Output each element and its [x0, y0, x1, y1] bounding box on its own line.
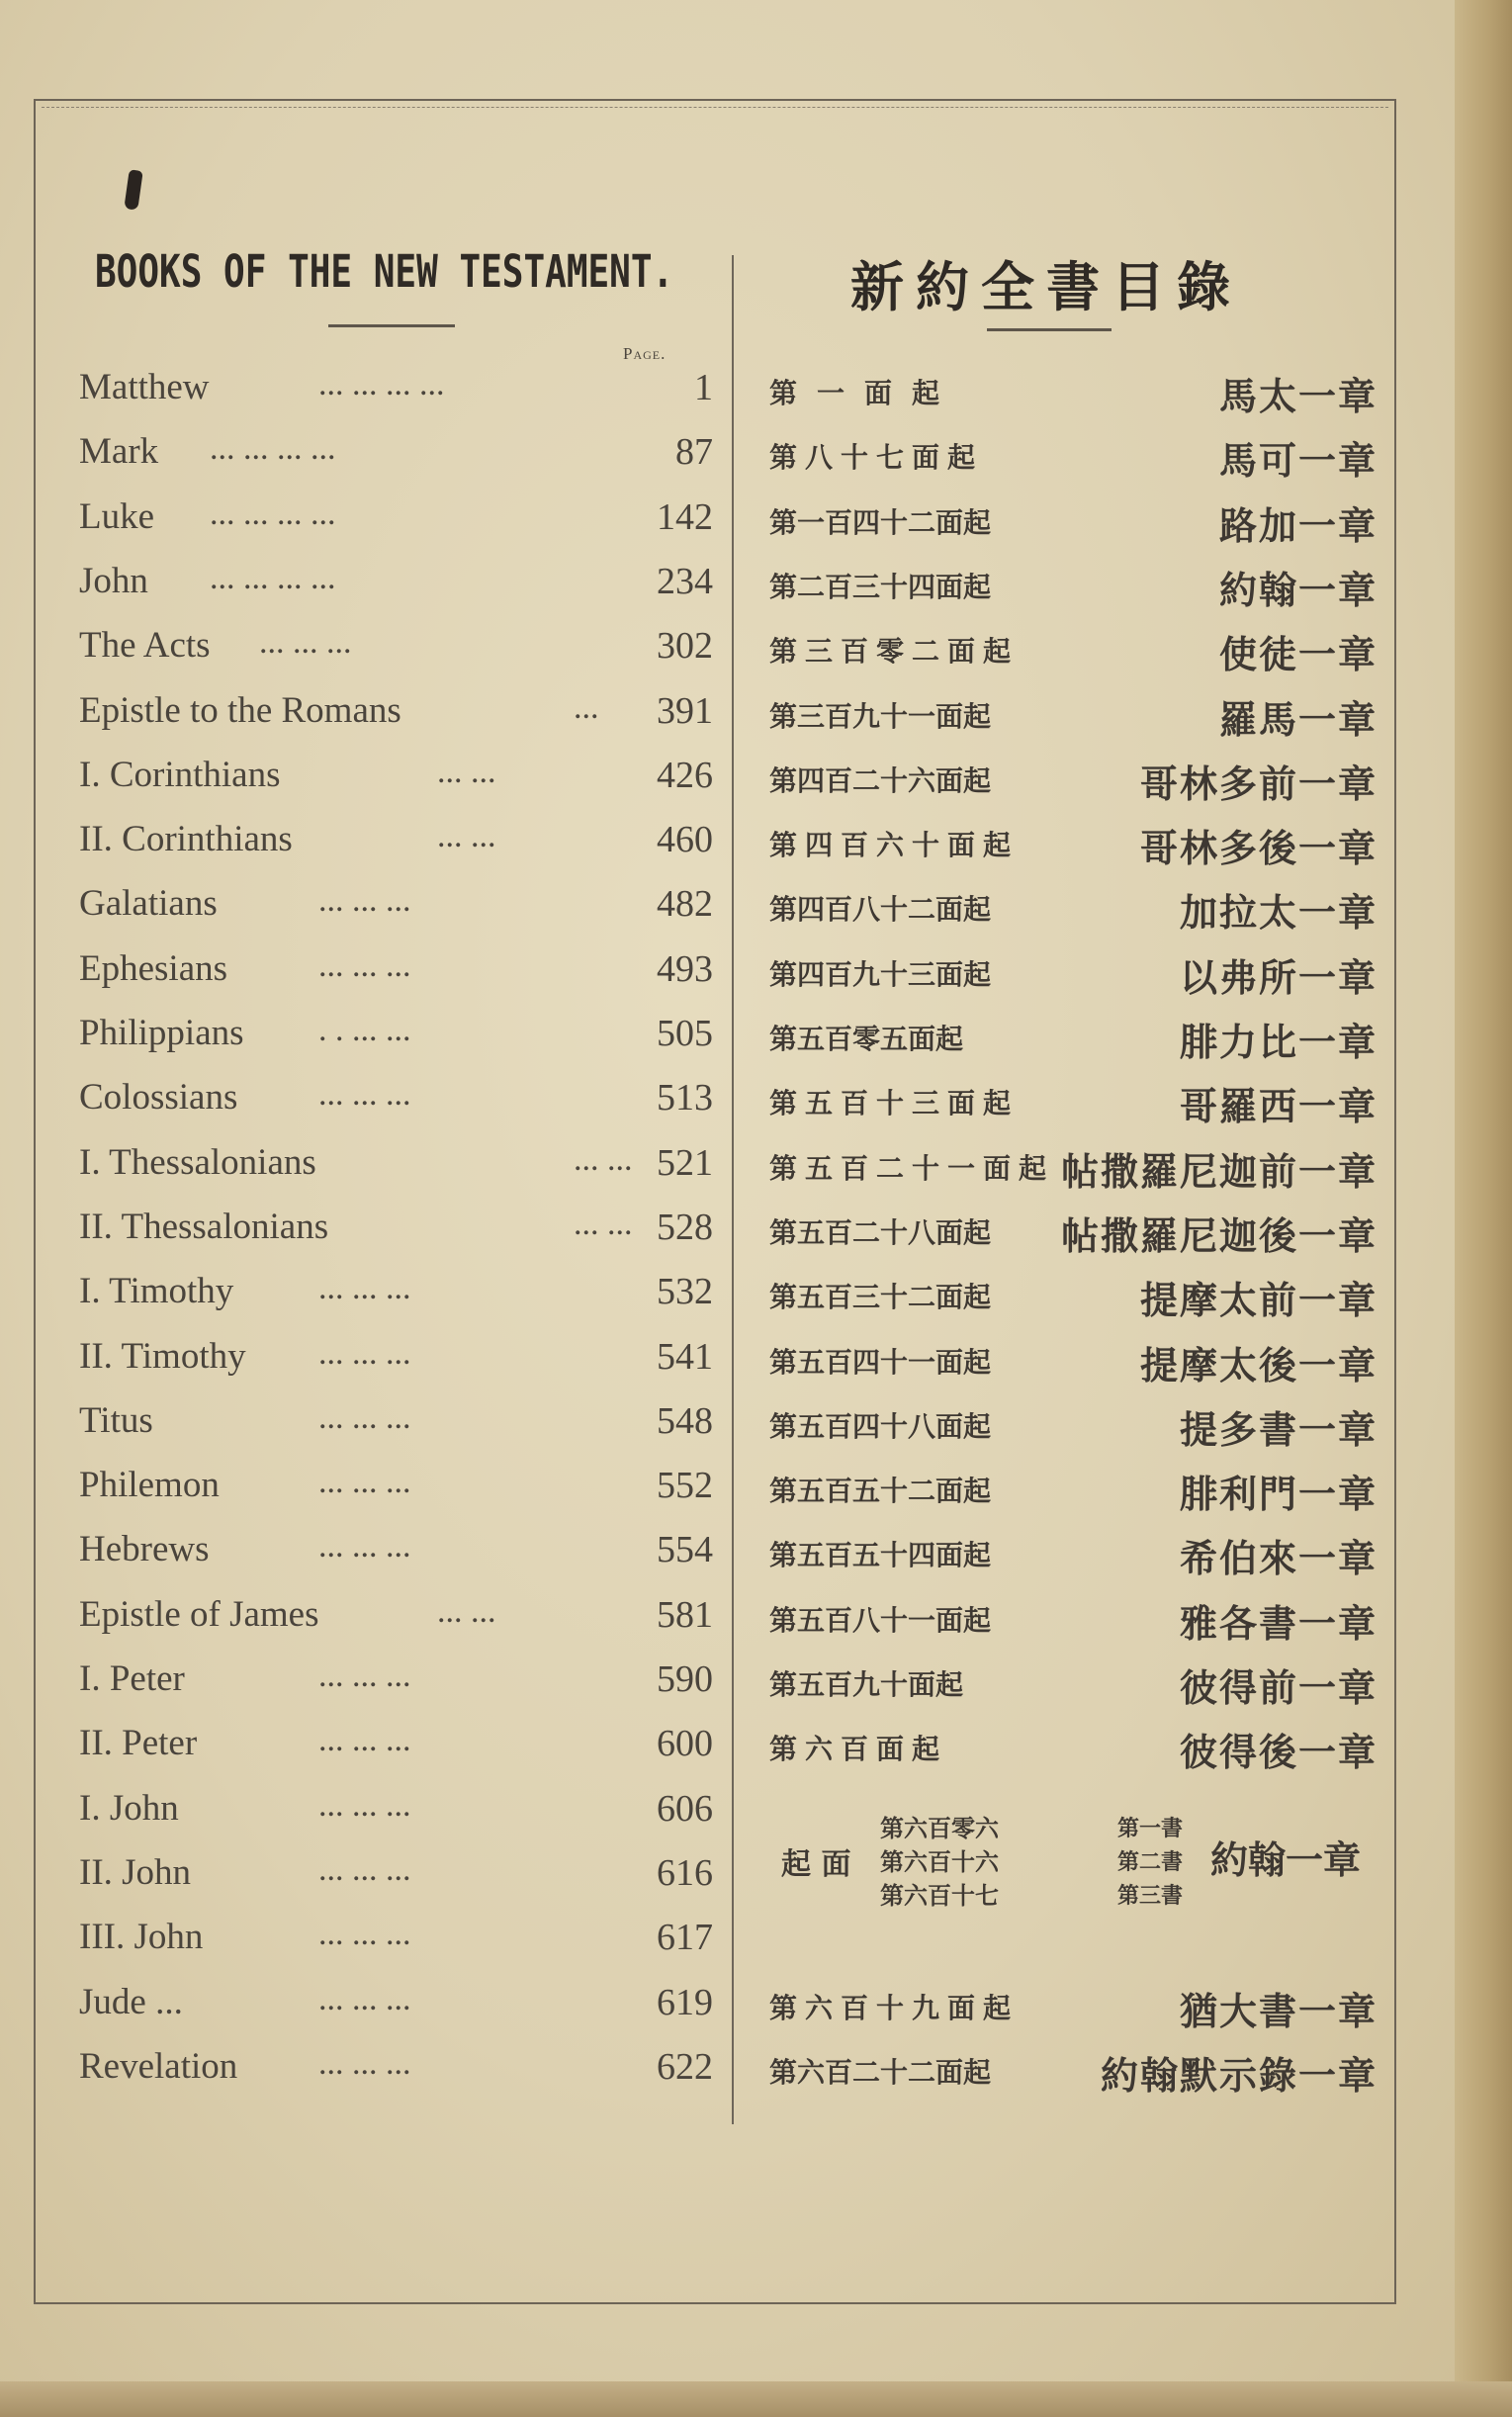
contents-row — [0, 818, 1512, 877]
page-column-header: Page. — [623, 344, 667, 363]
john-start-page: 第六百零六 — [880, 1814, 999, 1842]
book-name: Revelation — [79, 2045, 238, 2087]
book-name: Epistle to the Romans — [79, 689, 401, 731]
john-book-name: 約翰一章 — [1210, 1837, 1362, 1882]
page-number: 548 — [657, 1399, 713, 1442]
chinese-start-page: 第五百二十八面起 — [769, 1215, 992, 1249]
chinese-start-page: 第四百八十二面起 — [769, 893, 992, 927]
page-number: 87 — [675, 431, 713, 474]
contents-row — [0, 2045, 1512, 2104]
page-number: 460 — [657, 819, 713, 861]
book-name: Galatians — [79, 883, 218, 925]
chinese-start-page: 第三百九十一面起 — [769, 699, 992, 733]
page-number: 302 — [657, 625, 713, 668]
page-number: 554 — [657, 1529, 713, 1571]
chinese-start-page: 第五百四十八面起 — [769, 1409, 992, 1443]
book-name: I. Timothy — [79, 1271, 234, 1312]
page-number: 426 — [657, 754, 713, 796]
chinese-book-name: 路加一章 — [1218, 503, 1378, 548]
contents-row — [0, 947, 1512, 1007]
chinese-book-name: 馬太一章 — [1218, 375, 1378, 418]
leader-dots: ... ... — [437, 818, 496, 855]
page-number: 617 — [657, 1917, 713, 1959]
leader-dots: ... ... — [574, 1140, 633, 1178]
leader-dots: ... ... ... ... — [210, 494, 336, 532]
contents-row — [0, 1141, 1512, 1201]
leader-dots: ... ... ... — [318, 1916, 411, 1953]
book-name: I. Peter — [79, 1658, 185, 1699]
contents-row — [0, 624, 1512, 683]
chinese-book-name: 彼得後一章 — [1179, 1731, 1378, 1775]
contents-row — [0, 1270, 1512, 1329]
leader-dots: ... ... ... — [318, 1270, 411, 1307]
chinese-book-name: 加拉太一章 — [1179, 891, 1378, 936]
title-rule — [328, 324, 455, 327]
leader-dots: ... ... ... — [318, 1334, 411, 1372]
chinese-start-page: 第二百三十四面起 — [769, 570, 992, 603]
chinese-start-page: 第一百四十二面起 — [769, 505, 992, 539]
leader-dots: ... ... ... ... — [318, 366, 445, 403]
chinese-book-name: 使徒一章 — [1218, 633, 1378, 677]
title-chinese: 新約全書目錄 — [850, 256, 1242, 318]
chinese-start-page: 第六百十九面起 — [769, 1991, 1020, 2024]
leader-dots: ... ... ... ... — [210, 430, 336, 468]
chinese-book-name: 以弗所一章 — [1179, 955, 1378, 1000]
chinese-start-page: 第六百面起 — [769, 1733, 948, 1766]
contents-row — [0, 1593, 1512, 1653]
leader-dots: ... ... ... — [318, 2044, 411, 2082]
leader-dots: ... ... ... — [318, 1076, 411, 1114]
leader-dots: ... ... ... — [318, 1398, 411, 1436]
page-number: 606 — [657, 1787, 713, 1830]
chinese-start-page: 第四百九十三面起 — [769, 957, 992, 991]
page-number: 528 — [657, 1206, 713, 1248]
contents-row — [0, 495, 1512, 555]
chinese-start-page: 第八十七面起 — [769, 441, 984, 475]
leader-dots: ... ... ... — [318, 1464, 411, 1501]
page-number: 552 — [657, 1465, 713, 1507]
page-number: 493 — [657, 947, 713, 990]
chinese-book-name: 提多書一章 — [1179, 1407, 1378, 1452]
book-name: I. Corinthians — [79, 754, 281, 795]
book-name: Philippians — [79, 1013, 244, 1053]
contents-row — [0, 1012, 1512, 1071]
chinese-book-name: 彼得前一章 — [1179, 1666, 1378, 1710]
chinese-book-name: 腓力比一章 — [1179, 1021, 1378, 1064]
chinese-book-name: 帖撒羅尼迦前一章 — [1060, 1149, 1378, 1194]
leader-dots: ... ... — [574, 1205, 633, 1242]
page-number: 391 — [657, 689, 713, 732]
chinese-book-name: 帖撒羅尼迦後一章 — [1060, 1213, 1378, 1258]
leader-dots: ... ... ... — [318, 1722, 411, 1759]
page-number: 616 — [657, 1851, 713, 1894]
contents-row — [0, 1464, 1512, 1523]
chinese-book-name: 提摩太後一章 — [1139, 1343, 1378, 1388]
page-edge-bottom — [0, 2381, 1512, 2417]
chinese-start-page: 第五百五十二面起 — [769, 1475, 992, 1508]
contents-row — [0, 430, 1512, 490]
chinese-start-page: 第一面起 — [769, 377, 960, 409]
page-number: 541 — [657, 1335, 713, 1378]
book-name: I. Thessalonians — [79, 1141, 316, 1183]
contents-row — [0, 1335, 1512, 1394]
chinese-book-name: 哥林多前一章 — [1139, 761, 1378, 806]
leader-dots: ... ... ... — [259, 624, 352, 662]
book-name: Matthew — [79, 367, 210, 407]
chinese-start-page: 第五百十三面起 — [769, 1087, 1020, 1120]
chinese-book-name: 哥羅西一章 — [1179, 1085, 1378, 1129]
contents-row — [0, 754, 1512, 813]
john-epistle-label: 第二書 — [1117, 1849, 1184, 1875]
leader-dots: ... ... ... — [318, 1528, 411, 1566]
page-number: 622 — [657, 2045, 713, 2088]
contents-row — [0, 1916, 1512, 1975]
john-epistle-label: 第三書 — [1117, 1883, 1184, 1909]
contents-row — [0, 1981, 1512, 2040]
page-number: 600 — [657, 1723, 713, 1765]
chinese-start-page: 第四百六十面起 — [769, 829, 1020, 862]
chinese-start-page: 第三百零二面起 — [769, 635, 1020, 669]
leader-dots: ... ... ... — [318, 1980, 411, 2017]
chinese-book-name: 約翰一章 — [1218, 568, 1378, 612]
chinese-book-name: 猶大書一章 — [1179, 1989, 1378, 2033]
john-start-page: 第六百十六 — [880, 1847, 999, 1876]
chinese-start-page: 第四百二十六面起 — [769, 763, 992, 797]
contents-row — [0, 560, 1512, 619]
chinese-book-name: 約翰默示錄一章 — [1100, 2053, 1378, 2098]
contents-row — [0, 1076, 1512, 1135]
chinese-book-name: 雅各書一章 — [1179, 1601, 1378, 1646]
book-name: Colossians — [79, 1077, 238, 1119]
chinese-start-page: 第六百二十二面起 — [769, 2055, 992, 2089]
book-name: II. Corinthians — [79, 819, 293, 860]
chinese-book-name: 哥林多後一章 — [1139, 827, 1378, 871]
page-number: 521 — [657, 1141, 713, 1184]
chinese-book-name: 羅馬一章 — [1218, 697, 1378, 742]
contents-row — [0, 1206, 1512, 1265]
book-name: Titus — [79, 1399, 153, 1441]
page-number: 513 — [657, 1077, 713, 1119]
leader-dots: ... ... — [437, 753, 496, 790]
contents-row — [0, 882, 1512, 941]
contents-row — [0, 1528, 1512, 1587]
chinese-start-page: 第五百五十四面起 — [769, 1539, 992, 1572]
page-number: 142 — [657, 495, 713, 538]
page-number: 234 — [657, 560, 713, 602]
book-name: The Acts — [79, 625, 211, 667]
leader-dots: ... ... ... — [318, 1657, 411, 1694]
page-number: 1 — [694, 367, 713, 408]
page-number: 619 — [657, 1981, 713, 2023]
leader-dots: . . ... ... — [318, 1012, 411, 1048]
page-number: 581 — [657, 1593, 713, 1636]
leader-dots: ... ... ... — [318, 882, 411, 920]
contents-row — [0, 689, 1512, 749]
contents-row — [0, 1399, 1512, 1459]
contents-row — [0, 1657, 1512, 1717]
chinese-start-page: 第五百二十一面起 — [769, 1151, 1055, 1185]
book-name: Hebrews — [79, 1529, 210, 1570]
book-name: Luke — [79, 495, 155, 537]
chinese-start-page: 第五百九十面起 — [769, 1668, 964, 1701]
chinese-start-page: 第五百八十一面起 — [769, 1603, 992, 1637]
leader-dots: ... ... ... — [318, 1850, 411, 1888]
john-start-prefix: 起 面 — [781, 1846, 851, 1882]
leader-dots: ... ... ... — [318, 946, 411, 984]
book-name: Ephesians — [79, 947, 228, 989]
book-name: II. Thessalonians — [79, 1206, 329, 1247]
leader-dots: ... ... ... ... — [210, 559, 336, 596]
leader-dots: ... ... ... — [318, 1786, 411, 1824]
leader-dots: ... — [574, 688, 599, 726]
title-rule — [987, 328, 1112, 331]
book-name: Philemon — [79, 1465, 220, 1506]
page-number: 482 — [657, 883, 713, 926]
book-name: II. John — [79, 1851, 192, 1893]
contents-row — [0, 366, 1512, 425]
book-name: John — [79, 560, 148, 601]
page-number: 532 — [657, 1271, 713, 1313]
chinese-book-name: 希伯來一章 — [1179, 1537, 1378, 1581]
book-name: III. John — [79, 1917, 204, 1958]
book-name: Jude ... — [79, 1981, 183, 2022]
title-english: BOOKS OF THE NEW TESTAMENT. — [95, 247, 674, 299]
page-number: 505 — [657, 1013, 713, 1054]
book-name: II. Peter — [79, 1723, 198, 1764]
john-epistle-label: 第一書 — [1117, 1816, 1184, 1841]
contents-row — [0, 1722, 1512, 1781]
chinese-start-page: 第五百零五面起 — [769, 1023, 964, 1055]
chinese-book-name: 馬可一章 — [1218, 439, 1378, 484]
chinese-book-name: 提摩太前一章 — [1139, 1279, 1378, 1323]
john-start-page: 第六百十七 — [880, 1881, 999, 1910]
chinese-book-name: 腓利門一章 — [1179, 1473, 1378, 1517]
chinese-start-page: 第五百四十一面起 — [769, 1345, 992, 1379]
book-name: I. John — [79, 1787, 179, 1829]
book-name: Mark — [79, 431, 159, 473]
contents-row — [0, 1787, 1512, 1846]
chinese-start-page: 第五百三十二面起 — [769, 1281, 992, 1314]
page-number: 590 — [657, 1658, 713, 1700]
book-name: II. Timothy — [79, 1335, 246, 1377]
leader-dots: ... ... — [437, 1592, 496, 1630]
book-name: Epistle of James — [79, 1593, 319, 1635]
